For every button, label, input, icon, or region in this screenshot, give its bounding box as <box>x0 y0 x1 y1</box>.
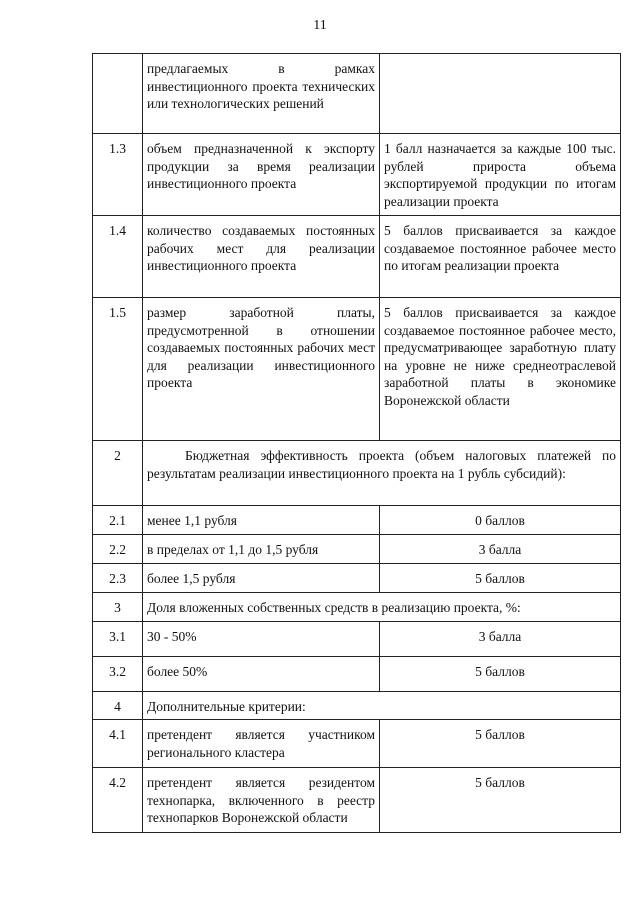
criterion-score: 1 балл назначается за каждые 100 тыс. рублей прироста объема экспортируемой продукции по итогам реализации проекта <box>380 134 621 216</box>
section-heading: Бюджетная эффективность проекта (объем налоговых платежей по результатам реализации инвестиционного проекта на 1 рубль субсидий): <box>143 441 621 506</box>
table-row <box>93 593 621 622</box>
criterion-score: 5 баллов <box>380 720 621 768</box>
criterion-description: количество создаваемых постоянных рабочих мест для реализации инвестиционного проекта <box>143 216 380 298</box>
row-number: 3.1 <box>93 621 143 656</box>
section-heading: Дополнительные критерии: <box>143 691 621 720</box>
page-number: 11 <box>313 18 327 33</box>
table-row <box>93 564 621 593</box>
criterion-score: 5 баллов присваивается за каждое создаваемое постоянное рабочее место по итогам реализации проекта <box>380 216 621 298</box>
table-row <box>93 298 621 441</box>
table-row <box>93 441 621 506</box>
criterion-description: размер заработной платы, предусмотренной в отношении создаваемых постоянных рабочих мест для реализации инвестиционного проекта <box>143 298 380 441</box>
criterion-score <box>380 54 621 134</box>
table-row <box>93 656 621 691</box>
criterion-description: 30 - 50% <box>143 621 380 656</box>
criterion-description: претендент является участником регионального кластера <box>143 720 380 768</box>
criterion-description: более 1,5 рубля <box>143 564 380 593</box>
criterion-description: предлагаемых в рамках инвестиционного проекта технических или технологических решений <box>143 54 380 134</box>
section-heading: Доля вложенных собственных средств в реализацию проекта, %: <box>143 593 621 622</box>
criterion-score: 3 балла <box>380 621 621 656</box>
criterion-description: претендент является резидентом технопарка, включенного в реестр технопарков Воронежской области <box>143 768 380 833</box>
row-number: 4.2 <box>93 768 143 833</box>
criterion-score: 5 баллов присваивается за каждое создаваемое постоянное рабочее место, предусматривающее заработную плату на уровне не ниже среднеотраслевой заработной платы в экономике Воронежской области <box>380 298 621 441</box>
row-number: 2.2 <box>93 535 143 564</box>
criteria-table <box>92 53 621 833</box>
table-row <box>93 720 621 768</box>
row-number <box>93 54 143 134</box>
criterion-score: 0 баллов <box>380 506 621 535</box>
row-number: 3.2 <box>93 656 143 691</box>
criterion-score: 5 баллов <box>380 564 621 593</box>
table-row <box>93 768 621 833</box>
table-row <box>93 691 621 720</box>
table-row <box>93 506 621 535</box>
table-row <box>93 535 621 564</box>
criterion-description: объем предназначенной к экспорту продукции за время реализации инвестиционного проекта <box>143 134 380 216</box>
row-number: 2 <box>93 441 143 506</box>
criterion-description: более 50% <box>143 656 380 691</box>
row-number: 1.3 <box>93 134 143 216</box>
row-number: 4.1 <box>93 720 143 768</box>
row-number: 3 <box>93 593 143 622</box>
criterion-score: 5 баллов <box>380 656 621 691</box>
table-row <box>93 216 621 298</box>
criterion-score: 3 балла <box>380 535 621 564</box>
criterion-score: 5 баллов <box>380 768 621 833</box>
row-number: 4 <box>93 691 143 720</box>
table-row <box>93 54 621 134</box>
row-number: 1.4 <box>93 216 143 298</box>
criterion-description: менее 1,1 рубля <box>143 506 380 535</box>
table-row <box>93 134 621 216</box>
table-row <box>93 621 621 656</box>
criterion-description: в пределах от 1,1 до 1,5 рубля <box>143 535 380 564</box>
row-number: 2.1 <box>93 506 143 535</box>
row-number: 1.5 <box>93 298 143 441</box>
row-number: 2.3 <box>93 564 143 593</box>
